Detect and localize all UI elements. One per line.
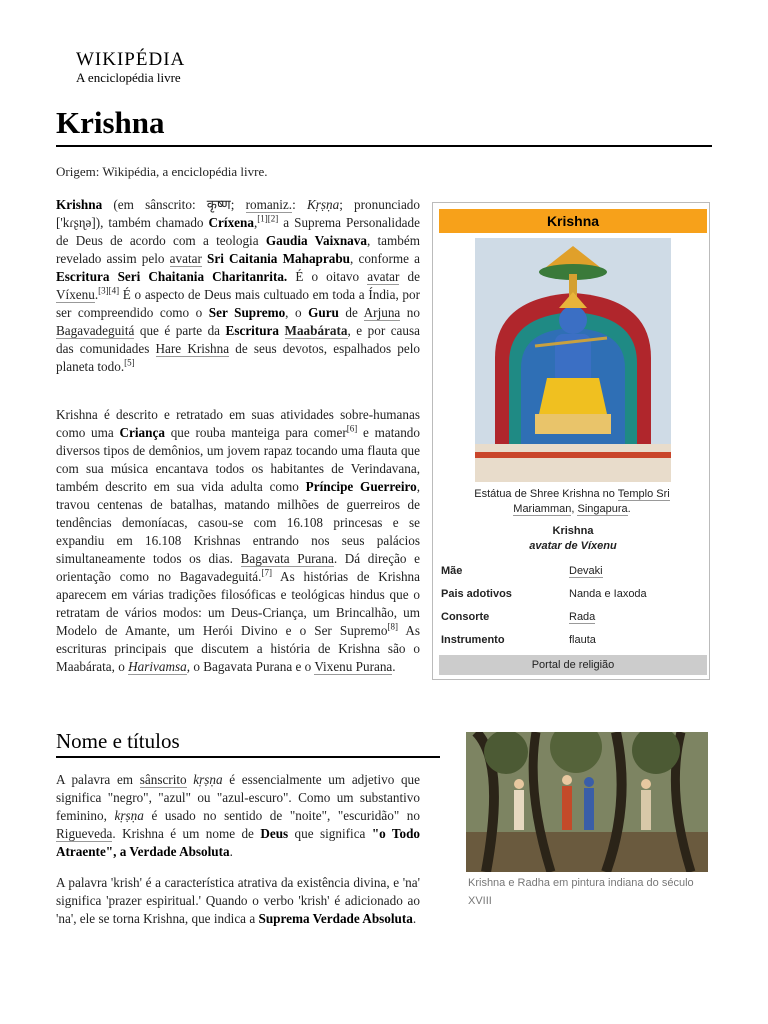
- row-label: Instrumento: [441, 634, 505, 646]
- section-heading: Nome e títulos: [56, 729, 180, 753]
- row-value[interactable]: Rada: [569, 611, 596, 623]
- row-label: Consorte: [441, 611, 490, 623]
- row-value: flauta: [569, 634, 596, 646]
- row-value[interactable]: Devaki: [569, 565, 603, 577]
- row-value: Nanda e Iaxoda: [569, 588, 647, 600]
- krishna-radha-painting[interactable]: [466, 732, 708, 872]
- infobox-header: Krishna: [439, 209, 707, 233]
- origin-note: Origem: Wikipédia, a enciclopédia livre.: [56, 164, 268, 179]
- caption-separator: ,: [571, 503, 578, 515]
- title-divider: [56, 145, 712, 147]
- krishna-statue-image[interactable]: [475, 238, 671, 482]
- names-paragraph-1: A palavra em sânscrito kṛṣṇa é essencialmente um adjetivo que significa "negro", "azul" ou "azul-escuro". Como um substantivo feminino, kṛṣṇa é usado no sentido de "noite", "escuridão" no Rigueveda. Krishna é um nome de Deus que significa "o Todo Atraente", a Verdade Absoluta.: [56, 772, 421, 859]
- infobox-subtitle: Krishna: [552, 525, 594, 537]
- infobox-row-adoptive-parents: [439, 586, 707, 606]
- painting-illustration: [466, 732, 708, 872]
- statue-illustration: [475, 238, 671, 482]
- logo-title: WIKIPÉDIA: [76, 49, 186, 70]
- wikipedia-logo[interactable]: [76, 50, 216, 86]
- caption-end: .: [627, 503, 631, 515]
- singapore-link[interactable]: Singapura: [577, 503, 628, 515]
- row-label: Pais adotivos: [441, 588, 512, 600]
- infobox-row-consort: [439, 609, 707, 629]
- section-divider: [56, 756, 440, 758]
- infobox-row-mother: [439, 563, 707, 583]
- infobox-avatar-of[interactable]: avatar de Víxenu: [529, 540, 617, 552]
- temple-link[interactable]: Templo Sri Mariamman: [513, 488, 670, 515]
- description-paragraph: Krishna é descrito e retratado em suas atividades sobre-humanas como uma Criança que rouba manteiga para comer[6] e matando diversos tipos de demônios, um jovem rapaz tocando uma flauta que com sua música encantava todos os habitantes de Verindavana, também descrito em sua vida adulta como Príncipe Guerreiro, travou centenas de batalhas, matando milhões de guerreiros de tendências demoníacas, casou-se com 16.108 princesas e se expandiu em 16.108 Krishnas entrando nos seus palácios simultaneamente todos os dias. Bagavata Purana. Dá direção e orientação como no Bagavadeguitá.[7] As histórias de Krishna aparecem em várias tradições filosóficas e teológicas hindus que o retratam de vários modos: um Deus-Criança, um Brincalhão, um Modelo de Amante, um Herói Divino e o Ser Supremo[8] As escrituras principais que discutem a história de Krishna são o Maabárata, o Harivamsa, o Bagavata Purana e o Vixenu Purana.: [56, 407, 420, 674]
- intro-paragraph: Krishna (em sânscrito: कृष्ण; romaniz.: Kṛṣṇa; pronunciado ['kɾʂɳə]), também chamado Críxena,[1][2] a Suprema Personalidade de Deus de acordo com a teologia Gaudia Vaixnava, também revelado assim pelo avatar Sri Caitania Mahaprabu, conforme a Escritura Seri Chaitania Charitanrita. É o oitavo avatar de Víxenu.[3][4] É o aspecto de Deus mais cultuado em toda a Índia, por ser compreendido como o Ser Supremo, o Guru de Arjuna no Bagavadeguitá que é parte da Escritura Maabárata, e por causa das comunidades Hare Krishna de seus devotos, espalhados pelo planeta todo.[5]: [56, 197, 421, 374]
- religion-portal-link[interactable]: Portal de religião: [439, 655, 707, 675]
- infobox: [432, 202, 710, 680]
- infobox-row-instrument: [439, 632, 707, 652]
- row-label: Mãe: [441, 565, 463, 577]
- infobox-caption: [453, 487, 691, 517]
- caption-text: Estátua de Shree Krishna no: [474, 488, 618, 500]
- painting-caption: Krishna e Radha em pintura indiana do século XVIII: [468, 877, 694, 907]
- names-paragraph-2: A palavra 'krish' é a característica atrativa da existência divina, e 'na' significa 'prazer espiritual.' Quando o verbo 'krish' é adicionado ao 'na', ele se torna Krishna, que indica a Suprema Verdade Absoluta.: [56, 875, 420, 926]
- logo-subtitle: A enciclopédia livre: [76, 70, 181, 85]
- page-title: Krishna: [56, 105, 165, 140]
